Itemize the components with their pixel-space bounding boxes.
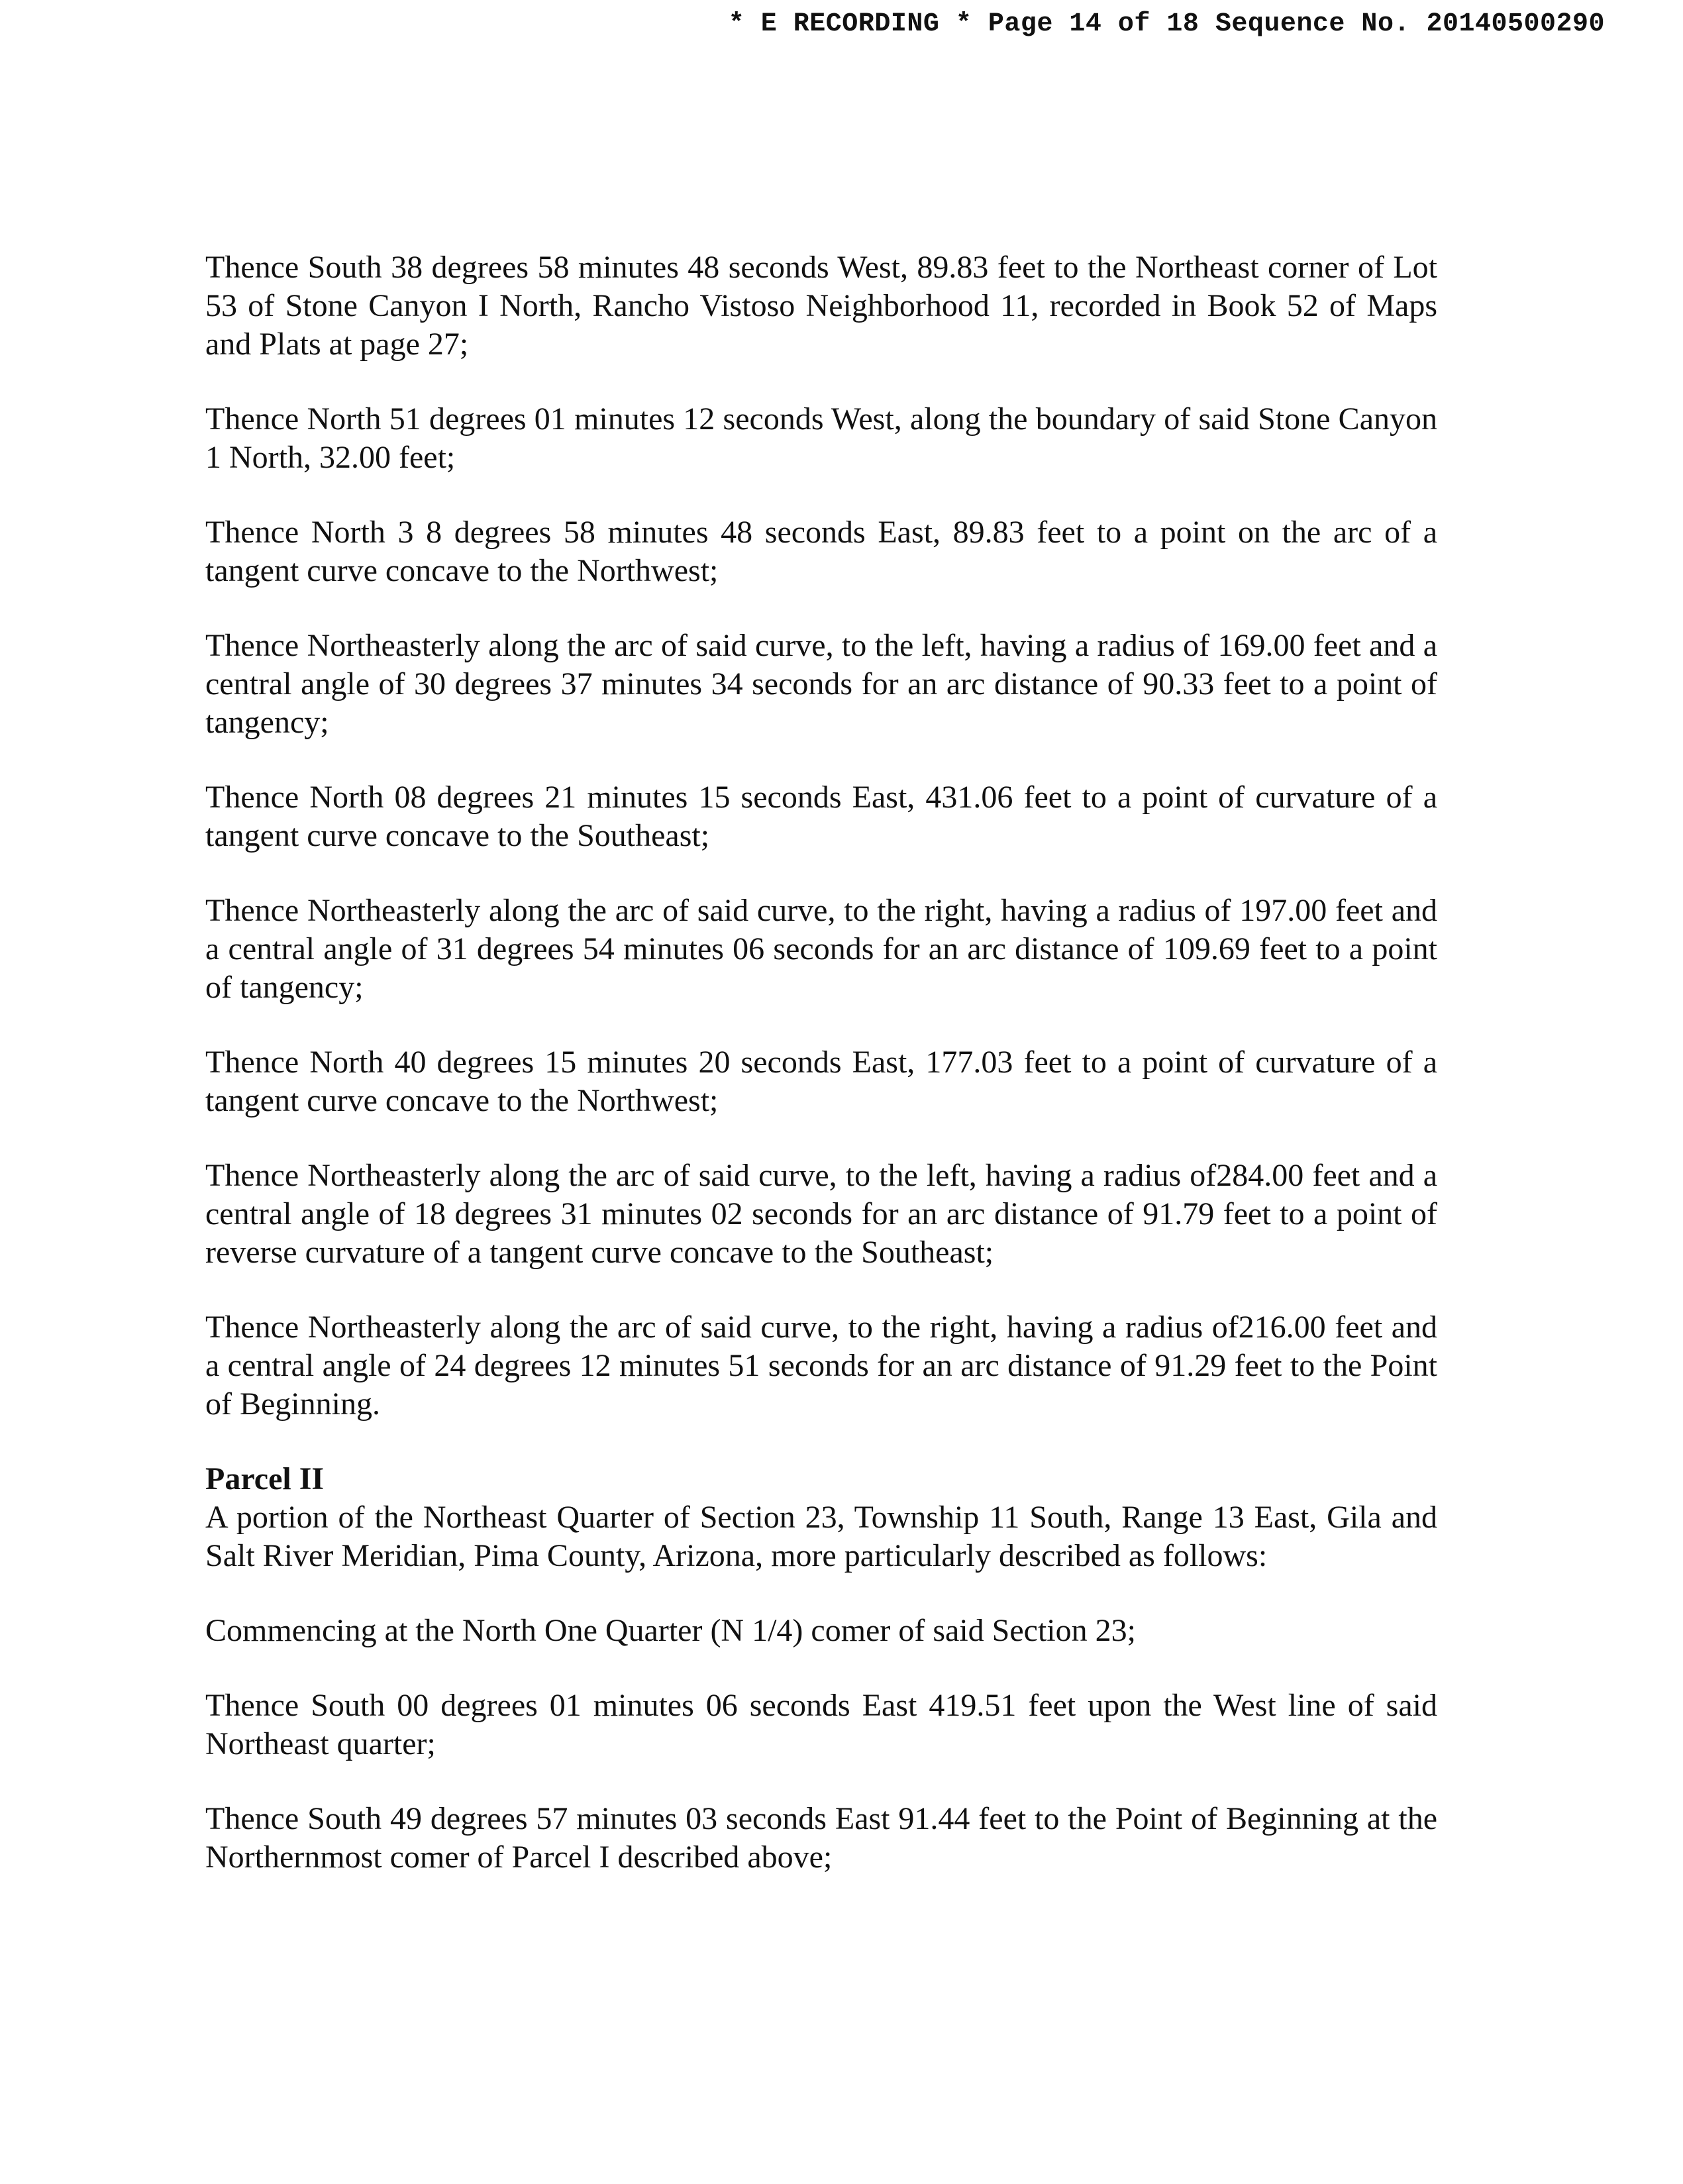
legal-description-paragraph: Thence North 08 degrees 21 minutes 15 seconds East, 431.06 feet to a point of curvature of a tangent curve concave to the Southeast;: [205, 780, 1437, 853]
legal-description-paragraph: Thence Northeasterly along the arc of said curve, to the left, having a radius of284.00 feet and a central angle of 18 degrees 31 minutes 02 seconds for an arc distance of 91.79 feet to a point of reverse curvature of a tangent curve concave to the Southeast;: [205, 1158, 1437, 1270]
legal-description-paragraph: Thence North 51 degrees 01 minutes 12 seconds West, along the boundary of said Stone Canyon 1 North, 32.00 feet;: [205, 401, 1437, 475]
parcel-heading: Parcel II: [205, 1461, 325, 1496]
parcel-paragraph: Commencing at the North One Quarter (N 1/4) comer of said Section 23;: [205, 1613, 1136, 1648]
document-body: [205, 248, 1437, 1877]
legal-description-paragraph: Thence Northeasterly along the arc of said curve, to the left, having a radius of 169.00 feet and a central angle of 30 degrees 37 minutes 34 seconds for an arc distance of 90.33 feet to a point of tangency;: [205, 628, 1437, 740]
legal-description-paragraph: Thence North 40 degrees 15 minutes 20 seconds East, 177.03 feet to a point of curvature of a tangent curve concave to the Northwest;: [205, 1045, 1437, 1118]
recording-header: * E RECORDING * Page 14 of 18 Sequence No. 20140500290: [728, 9, 1605, 39]
legal-description-paragraph: Thence Northeasterly along the arc of said curve, to the right, having a radius of216.00 feet and a central angle of 24 degrees 12 minutes 51 seconds for an arc distance of 91.29 feet to the Point of Beginning.: [205, 1310, 1437, 1422]
legal-description-paragraph: Thence Northeasterly along the arc of said curve, to the right, having a radius of 197.00 feet and a central angle of 31 degrees 54 minutes 06 seconds for an arc distance of 109.69 feet to a point of tangency;: [205, 893, 1437, 1005]
parcel-paragraph: Thence South 00 degrees 01 minutes 06 seconds East 419.51 feet upon the West line of said Northeast quarter;: [205, 1688, 1437, 1761]
parcel-paragraph: Thence South 49 degrees 57 minutes 03 seconds East 91.44 feet to the Point of Beginning at the Northernmost comer of Parcel I described above;: [205, 1801, 1437, 1875]
legal-description-paragraph: Thence South 38 degrees 58 minutes 48 seconds West, 89.83 feet to the Northeast corner of Lot 53 of Stone Canyon I North, Rancho Vistoso Neighborhood 11, recorded in Book 52 of Maps and Plats at page 27;: [205, 250, 1437, 362]
legal-description-paragraph: Thence North 3 8 degrees 58 minutes 48 seconds East, 89.83 feet to a point on the arc of a tangent curve concave to the Northwest;: [205, 515, 1437, 588]
parcel-description: A portion of the Northeast Quarter of Section 23, Township 11 South, Range 13 East, Gila and Salt River Meridian, Pima County, Arizona, more particularly described as follows:: [205, 1500, 1437, 1573]
